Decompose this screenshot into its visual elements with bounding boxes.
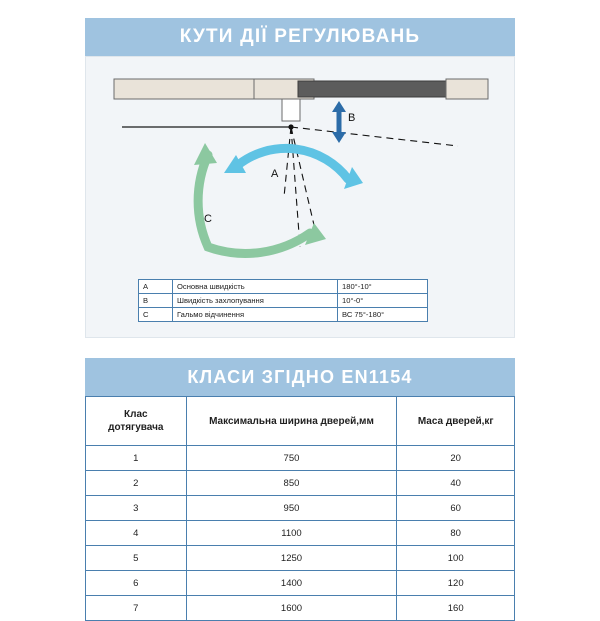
- label-a: A: [271, 168, 279, 180]
- table-row: [86, 546, 515, 571]
- arrow-c-head-top: [194, 143, 217, 165]
- cell-mass: 80: [397, 521, 515, 546]
- label-b: B: [348, 112, 356, 124]
- cell-mass: 60: [397, 496, 515, 521]
- cell-width: 850: [186, 471, 397, 496]
- legend-value: ВС 75°-180°: [338, 308, 428, 322]
- cell-width: 1100: [186, 521, 397, 546]
- legend-name: Основна швидкість: [173, 280, 338, 294]
- cell-width: 1400: [186, 571, 397, 596]
- angles-legend-table: [138, 279, 428, 322]
- cell-class: 1: [86, 446, 187, 471]
- classes-panel: [85, 358, 515, 621]
- legend-value: 10°-0°: [338, 294, 428, 308]
- cell-width: 1250: [186, 546, 397, 571]
- cell-mass: 120: [397, 571, 515, 596]
- arrow-c: [198, 155, 310, 253]
- legend-letter: B: [139, 294, 173, 308]
- cell-mass: 40: [397, 471, 515, 496]
- table-row: [139, 280, 428, 294]
- cell-class: 2: [86, 471, 187, 496]
- angles-panel-title: КУТИ ДІЇ РЕГУЛЮВАНЬ: [85, 18, 515, 56]
- cell-class: 7: [86, 596, 187, 621]
- cell-width: 750: [186, 446, 397, 471]
- en1154-classes-table: [85, 396, 515, 621]
- cell-width: 950: [186, 496, 397, 521]
- cell-mass: 100: [397, 546, 515, 571]
- table-row: [86, 496, 515, 521]
- column-header-width: Максимальна ширина дверей,мм: [186, 397, 397, 446]
- label-c: C: [204, 213, 212, 225]
- cell-class: 3: [86, 496, 187, 521]
- column-header-mass: Маса дверей,кг: [397, 397, 515, 446]
- legend-name: Гальмо відчинення: [173, 308, 338, 322]
- table-row: [86, 521, 515, 546]
- arrow-b: [332, 101, 346, 143]
- door-header-group: [114, 79, 488, 121]
- door-closer-diagram: [85, 56, 515, 338]
- column-header-class: [86, 397, 187, 446]
- angles-panel: [85, 18, 515, 338]
- legend-name: Швидкість захлопування: [173, 294, 338, 308]
- column-header-class-line2: дотягувача: [108, 422, 164, 433]
- table-row: [86, 471, 515, 496]
- cell-class: 4: [86, 521, 187, 546]
- arrow-a: [238, 148, 348, 179]
- table-row: [139, 308, 428, 322]
- cell-class: 6: [86, 571, 187, 596]
- table-row: [139, 294, 428, 308]
- legend-value: 180°-10°: [338, 280, 428, 294]
- table-row: [86, 446, 515, 471]
- cell-class: 5: [86, 546, 187, 571]
- cell-mass: 160: [397, 596, 515, 621]
- legend-letter: A: [139, 280, 173, 294]
- cell-width: 1600: [186, 596, 397, 621]
- table-row: [86, 571, 515, 596]
- table-row: [86, 596, 515, 621]
- cell-mass: 20: [397, 446, 515, 471]
- legend-letter: C: [139, 308, 173, 322]
- classes-panel-title: КЛАСИ ЗГІДНО EN1154: [85, 358, 515, 396]
- column-header-class-line1: Клас: [124, 409, 148, 420]
- table-header-row: [86, 397, 515, 446]
